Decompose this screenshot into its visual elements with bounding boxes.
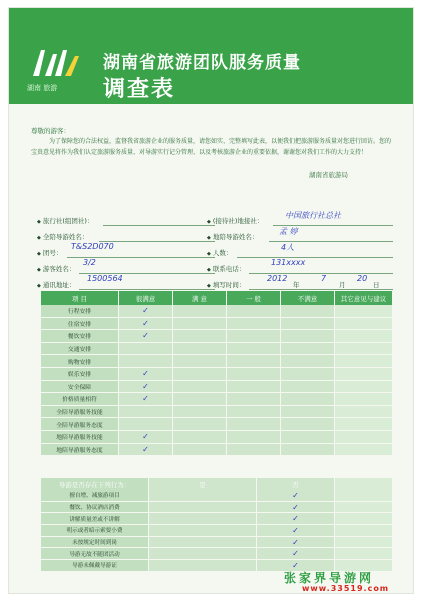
group-number-field[interactable]: ◆ 团号： (37, 248, 62, 257)
behavior-item-label: 未按规定时间到岗 (41, 537, 149, 549)
letter-salutation: 尊敬的游客： (31, 127, 70, 135)
rating-suggestion-cell[interactable] (335, 381, 393, 394)
rating-row (41, 393, 393, 406)
behavior-row (41, 490, 393, 502)
site-watermark: 张家界导游网 (284, 571, 375, 585)
behavior-item-label: 擅自增、减旅游项目 (41, 490, 149, 502)
logo-text: 湖南 旅游 (27, 84, 58, 92)
checkmark-icon: ✓ (292, 537, 299, 547)
hunan-tourism-logo (23, 46, 93, 96)
behavior-header-blank (335, 478, 393, 490)
checkmark-icon: ✓ (142, 444, 149, 454)
rating-option-cell[interactable] (173, 406, 227, 419)
date-month-value: 7 (321, 274, 327, 283)
rating-option-cell[interactable] (119, 381, 173, 394)
rating-option-cell[interactable] (227, 318, 281, 331)
behavior-yes-cell[interactable] (149, 537, 257, 549)
rating-option-cell[interactable] (173, 381, 227, 394)
rating-option-cell[interactable] (227, 305, 281, 318)
address-field[interactable]: ◆ 通讯地址： (37, 280, 75, 289)
date-year-value: 2012 (267, 274, 288, 283)
form-title-line1: 湖南省旅游团队服务质量 (103, 53, 301, 73)
rating-option-cell[interactable] (119, 406, 173, 419)
checkmark-icon: ✓ (142, 306, 149, 316)
behavior-header-yes: 是 (149, 478, 257, 490)
rating-row (41, 355, 393, 368)
rating-item-label: 全陪导游服务技能 (41, 406, 119, 419)
checkmark-icon: ✓ (292, 490, 299, 500)
rating-option-cell[interactable] (119, 444, 173, 457)
behavior-no-cell[interactable] (257, 537, 335, 549)
behavior-yes-cell[interactable] (149, 490, 257, 502)
rating-option-cell[interactable] (119, 393, 173, 406)
rating-row (41, 368, 393, 381)
checkmark-icon: ✓ (142, 318, 149, 328)
rating-option-cell[interactable] (173, 305, 227, 318)
behavior-row (41, 525, 393, 537)
rating-option-cell[interactable] (119, 368, 173, 381)
rating-header-average: 一 般 (227, 291, 281, 305)
behavior-suggestion-cell[interactable] (335, 513, 393, 525)
rating-suggestion-cell[interactable] (335, 418, 393, 431)
checkmark-icon: ✓ (142, 381, 149, 391)
behavior-yes-cell[interactable] (149, 560, 257, 572)
tourist-name-field[interactable]: ◆ 游客姓名： (37, 264, 75, 273)
behavior-item-label: 讲解质量差或不讲解 (41, 513, 149, 525)
behavior-no-cell[interactable] (257, 490, 335, 502)
local-agency-field[interactable]: ◆ (接待社)地接社： (207, 216, 263, 225)
rating-option-cell[interactable] (173, 318, 227, 331)
rating-item-label: 餐饮安排 (41, 330, 119, 343)
rating-option-cell[interactable] (281, 381, 335, 394)
rating-option-cell[interactable] (281, 368, 335, 381)
rating-body (41, 305, 393, 456)
rating-item-label: 交通安排 (41, 343, 119, 356)
logo-mark-icon (29, 46, 83, 80)
rating-header-row (41, 291, 393, 305)
rating-option-cell[interactable] (119, 418, 173, 431)
rating-option-cell[interactable] (227, 444, 281, 457)
rating-option-cell[interactable] (173, 343, 227, 356)
local-agency-value: 中国旅行社总社 (285, 211, 341, 220)
rating-row (41, 318, 393, 331)
survey-paper (9, 8, 413, 593)
behavior-item-label: 导游无故不随团活动 (41, 548, 149, 560)
people-field[interactable]: ◆ 人数： (207, 248, 232, 257)
rating-row (41, 330, 393, 343)
rating-item-label: 价格质量相符 (41, 393, 119, 406)
checkmark-icon: ✓ (142, 369, 149, 379)
rating-suggestion-cell[interactable] (335, 444, 393, 457)
address-value: 1500564 (87, 274, 123, 283)
rating-option-cell[interactable] (227, 381, 281, 394)
rating-option-cell[interactable] (227, 418, 281, 431)
behavior-no-cell[interactable] (257, 525, 335, 537)
rating-option-cell[interactable] (119, 330, 173, 343)
rating-option-cell[interactable] (173, 330, 227, 343)
rating-option-cell[interactable] (227, 368, 281, 381)
rating-option-cell[interactable] (119, 305, 173, 318)
rating-option-cell[interactable] (173, 355, 227, 368)
date-month-unit: 月 (339, 281, 346, 289)
rating-option-cell[interactable] (119, 318, 173, 331)
checkmark-icon: ✓ (142, 432, 149, 442)
rating-option-cell[interactable] (227, 431, 281, 444)
behavior-row (41, 548, 393, 560)
rating-option-cell[interactable] (119, 431, 173, 444)
rating-option-cell[interactable] (281, 355, 335, 368)
behavior-yes-cell[interactable] (149, 525, 257, 537)
rating-option-cell[interactable] (281, 318, 335, 331)
date-field[interactable]: ◆ 填写时间： (207, 280, 245, 289)
behavior-suggestion-cell[interactable] (335, 525, 393, 537)
rating-table (41, 291, 393, 456)
behavior-suggestion-cell[interactable] (335, 490, 393, 502)
behavior-yes-cell[interactable] (149, 548, 257, 560)
behavior-row (41, 537, 393, 549)
rating-row (41, 444, 393, 457)
behavior-body (41, 490, 393, 572)
rating-option-cell[interactable] (173, 444, 227, 457)
group-number-value: T&S2D070 (71, 242, 114, 251)
rating-item-label: 行程安排 (41, 305, 119, 318)
rating-item-label: 地陪导游服务技能 (41, 431, 119, 444)
people-value: 4人 (281, 243, 295, 252)
rating-option-cell[interactable] (281, 393, 335, 406)
rating-item-label: 全陪导游服务态度 (41, 418, 119, 431)
rating-option-cell[interactable] (173, 431, 227, 444)
rating-option-cell[interactable] (227, 393, 281, 406)
tourist-name-value: 3/2 (83, 258, 96, 267)
rating-option-cell[interactable] (227, 330, 281, 343)
rating-suggestion-cell[interactable] (335, 318, 393, 331)
rating-suggestion-cell[interactable] (335, 431, 393, 444)
rating-option-cell[interactable] (281, 444, 335, 457)
checkmark-icon: ✓ (142, 331, 149, 341)
rating-option-cell[interactable] (281, 330, 335, 343)
checkmark-icon: ✓ (292, 525, 299, 535)
rating-option-cell[interactable] (281, 406, 335, 419)
behavior-suggestion-cell[interactable] (335, 537, 393, 549)
behavior-suggestion-cell[interactable] (335, 502, 393, 514)
site-watermark-url: www.33519.com (302, 584, 390, 593)
rating-option-cell[interactable] (173, 368, 227, 381)
local-guide-value: 孟 婷 (279, 227, 298, 236)
rating-option-cell[interactable] (281, 418, 335, 431)
phone-field[interactable]: ◆ 联系电话： (207, 264, 245, 273)
behavior-no-cell[interactable] (257, 502, 335, 514)
rating-header-very-satisfied: 很满意 (119, 291, 173, 305)
rating-suggestion-cell[interactable] (335, 343, 393, 356)
rating-option-cell[interactable] (281, 305, 335, 318)
rating-row (41, 431, 393, 444)
checkmark-icon: ✓ (292, 549, 299, 559)
rating-suggestion-cell[interactable] (335, 330, 393, 343)
rating-suggestion-cell[interactable] (335, 368, 393, 381)
rating-row (41, 343, 393, 356)
rating-option-cell[interactable] (281, 431, 335, 444)
behavior-header-question: 导游是否存在下列行为： (41, 478, 149, 490)
header-banner (9, 8, 413, 104)
checkmark-icon: ✓ (292, 514, 299, 524)
behavior-item-label: 餐饮、协议酒店消费 (41, 502, 149, 514)
rating-header-satisfied: 满 意 (173, 291, 227, 305)
rating-option-cell[interactable] (227, 355, 281, 368)
rating-header-suggestions: 其它意见与建议 (335, 291, 393, 305)
rating-row (41, 418, 393, 431)
behavior-item-label: 明示或者暗示索要小费 (41, 525, 149, 537)
rating-item-label: 购物安排 (41, 355, 119, 368)
checkmark-icon: ✓ (142, 394, 149, 404)
checkmark-icon: ✓ (292, 502, 299, 512)
behavior-no-cell[interactable] (257, 548, 335, 560)
behavior-row (41, 513, 393, 525)
local-guide-field[interactable]: ◆ 地陪导游姓名： (207, 232, 258, 241)
rating-suggestion-cell[interactable] (335, 406, 393, 419)
rating-option-cell[interactable] (227, 406, 281, 419)
rating-row (41, 305, 393, 318)
rating-option-cell[interactable] (119, 355, 173, 368)
behavior-item-label: 导游未佩戴导游证 (41, 560, 149, 572)
form-title-line2: 调查表 (103, 77, 176, 102)
date-year-unit: 年 (293, 281, 300, 289)
behavior-suggestion-cell[interactable] (335, 548, 393, 560)
checkmark-icon: ✓ (292, 560, 299, 570)
behavior-yes-cell[interactable] (149, 513, 257, 525)
agency-field[interactable]: ◆ 旅行社(组团社)： (37, 216, 93, 225)
date-day-unit: 日 (373, 281, 380, 289)
phone-value: 131xxxx (271, 258, 306, 267)
date-day-value: 20 (357, 274, 368, 283)
guide-field[interactable]: ◆ 全陪导游姓名： (37, 232, 88, 241)
behavior-no-cell[interactable] (257, 513, 335, 525)
rating-option-cell[interactable] (119, 343, 173, 356)
letter-signature: 湖南省旅游局 (309, 171, 348, 179)
rating-item-label: 地陪导游服务态度 (41, 444, 119, 457)
letter-body: 为了保障您的合法权益，监督我省旅游企业的服务质量，请您如实、完整填写此表，以便我们把旅游服务质量对您进行回访。您的宝贵意见将作为我们认定旅游服务质量、对导游实行记分管理、以及考核旅游企业的重要依据，谢谢您对我们工作的大力支持！ (31, 138, 392, 156)
rating-item-label: 住宿安排 (41, 318, 119, 331)
guide-behavior-table (41, 478, 393, 572)
rating-suggestion-cell[interactable] (335, 355, 393, 368)
rating-option-cell[interactable] (173, 418, 227, 431)
rating-suggestion-cell[interactable] (335, 305, 393, 318)
rating-option-cell[interactable] (173, 393, 227, 406)
rating-header-unsatisfied: 不满意 (281, 291, 335, 305)
rating-row (41, 381, 393, 394)
behavior-header-no: 否 (257, 478, 335, 490)
rating-item-label: 安全保障 (41, 381, 119, 394)
behavior-header-row (41, 478, 393, 490)
rating-suggestion-cell[interactable] (335, 393, 393, 406)
behavior-yes-cell[interactable] (149, 502, 257, 514)
rating-row (41, 406, 393, 419)
behavior-row (41, 502, 393, 514)
rating-item-label: 娱乐安排 (41, 368, 119, 381)
rating-option-cell[interactable] (281, 343, 335, 356)
rating-header-item: 项 目 (41, 291, 119, 305)
rating-option-cell[interactable] (227, 343, 281, 356)
